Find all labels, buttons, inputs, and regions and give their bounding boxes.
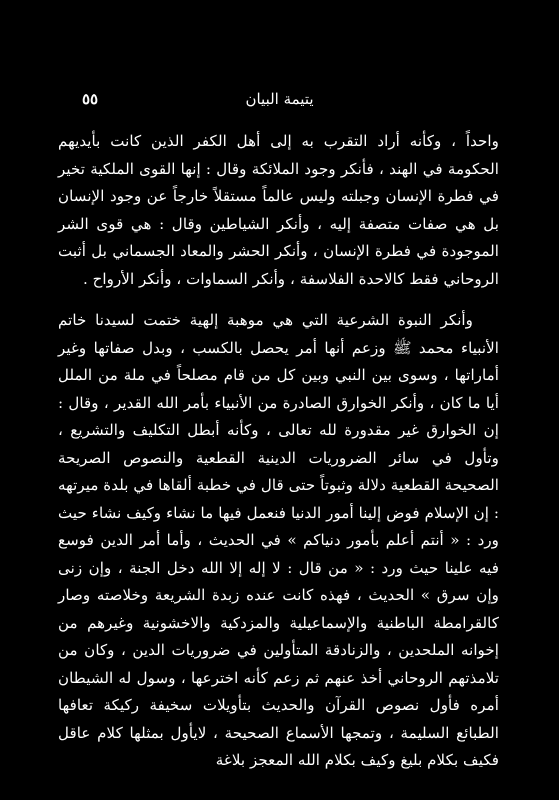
running-title: يتيمة البيان xyxy=(245,90,314,108)
page-number: ٥٥ xyxy=(82,90,99,108)
paragraph-1: واحداً ، وكأنه أراد التقرب به إلى أهل الكفر الذين كانت بأيديهم الحكومة في الهند ، فأنكر وجود الملائكة وقال : إنها القوى الملكية تخير في فطرة الإنسان وجبلته وليس عالماً مستقلاً خارجاً عن وجود الإنسان بل هي صفات متصفة إليه ، وأنكر الشياطين وقال : هي قوى الشر الموجودة في فطرة الإنسان ، وأنكر الحشر والمعاد الجسماني بل أثبت الروحاني فقط كالاحدة الفلاسفة ، وأنكر السماوات ، وأنكر الأرواح . xyxy=(58,132,499,288)
page-header xyxy=(70,88,489,110)
paragraph-2: وأنكر النبوة الشرعية التي هي موهبة إلهية ختمت لسيدنا خاتم الأنبياء محمد ﷺ وزعم أنها أمر يحصل بالكسب ، وبدل صفاتها وغير أماراتها ، وسوى بين النبي وبين كل من قام مصلحاً في ملة من الملل أيا ما كان ، وأنكر الخوارق الصادرة من الأنبياء بأمر الله القدير ، وقال : إن الخوارق غير مقدورة لله تعالى ، وكأنه أبطل التكليف والتشريع ، وتأول في سائر الضروريات الدينية القطعية والنصوص الصريحة الصحيحة القطعية دلالة وثبوتاً حتى قال في خطبة ألقاها في بلدة ميرتهه : إن الإسلام فوض إلينا أمور الدنيا فنعمل فيها ما نشاء وكيف نشاء حيث ورد : « أنتم أعلم بأمور دنياكم » في الحديث ، وأما أمر الدين فوسع فيه علينا حيث ورد : « من قال : لا إله إلا الله دخل الجنة ، وإن زنى وإن سرق » الحديث ، فهذه كانت عنده زبدة الشريعة وخلاصته وصار كالقرامطة الباطنية والإسماعيلية والمزدكية والاخشونية وغيرهم من إخوانه الملحدين ، والزنادقة المتأولين في ضروريات الدين ، وكان من تلامذتهم الروحاني أخذ عنهم ثم زعم كأنه اخترعها ، وسول له الشيطان أمره فأول نصوص القرآن والحديث بتأويلات سخيفة ركيكة تعافها الطبائع السليمة ، وتمجها الأسماع الصحيحة ، لايأول بمثلها كلام عاقل فكيف بكلام بليغ وكيف بكلام الله المعجز بلاغة xyxy=(58,311,499,769)
